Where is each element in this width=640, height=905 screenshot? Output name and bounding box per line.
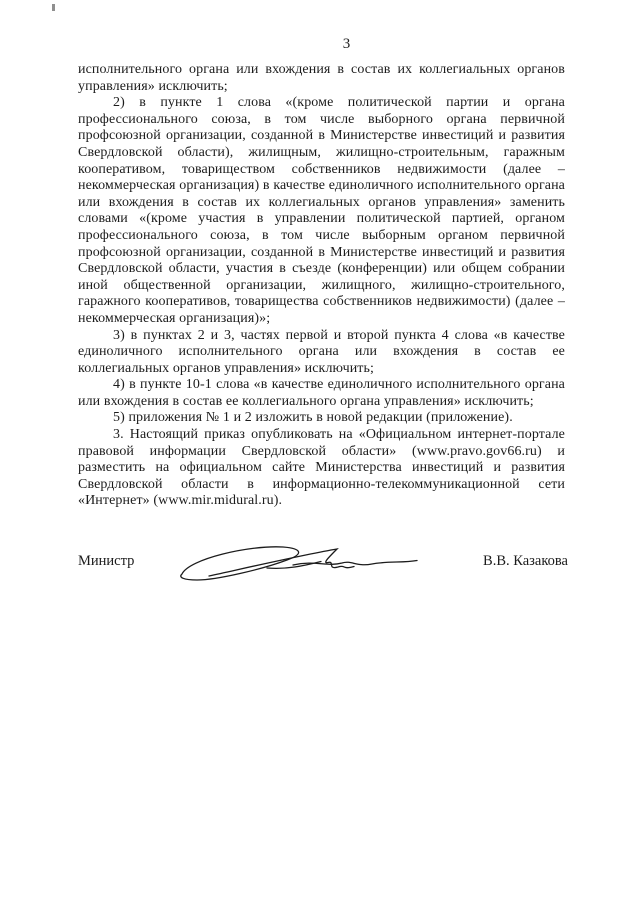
page-number: 3 [342,36,351,52]
document-body [78,62,565,510]
page-content [78,36,565,510]
signature-block [78,553,568,596]
paragraph: 4) в пункте 10-1 слова «в качестве единоличного исполнительного органа или вхождения в состав ее коллегиального органа управления» исключить; [78,377,565,409]
scan-artifact-speck [52,4,55,11]
paragraph: 2) в пункте 1 слова «(кроме политической партии и органа профессионального союза, в том числе выборного органа первичной профсоюзной организации, созданной в Министерстве инвестиций и развития Свердловской области), жилищным, жилищно-строительным, гаражным кооперативом, товариществом собственников недвижимости (далее – некоммерческая организация) в качестве единоличного исполнительного органа или вхождения в состав их коллегиальных органов управления» заменить словами «(кроме участия в управлении политической партией, органом профессионального союза, в том числе выборным органом первичной профсоюзной организации, созданной в Министерстве инвестиций и развития Свердловской области, участия в съезде (конференции) или общем собрании иной общественной организации, жилищного, жилищно-строительного, гаражного кооперативов, товарищества собственников недвижимости) (далее – некоммерческая организация)»; [78,95,565,326]
handwritten-signature-icon [175,540,425,596]
paragraph: 3) в пунктах 2 и 3, частях первой и второй пункта 4 слова «в качестве единоличного исполнительного органа или вхождения в состав ее коллегиальных органов управления» исключить; [78,327,565,376]
paragraph: исполнительного органа или вхождения в состав их коллегиальных органов управления» исключить; [78,62,565,94]
signer-name: В.В. Казакова [483,553,568,569]
signer-title: Министр [78,553,135,569]
paragraph: 5) приложения № 1 и 2 изложить в новой редакции (приложение). [113,410,513,426]
paragraph: 3. Настоящий приказ опубликовать на «Официальном интернет-портале правовой информации Свердловской области» (www.pravo.gov66.ru) и разместить на официальном сайте Министерства инвестиций и развития Свердловской области в информационно-телекоммуникационной сети «Интернет» (www.mir.midural.ru). [78,427,565,509]
